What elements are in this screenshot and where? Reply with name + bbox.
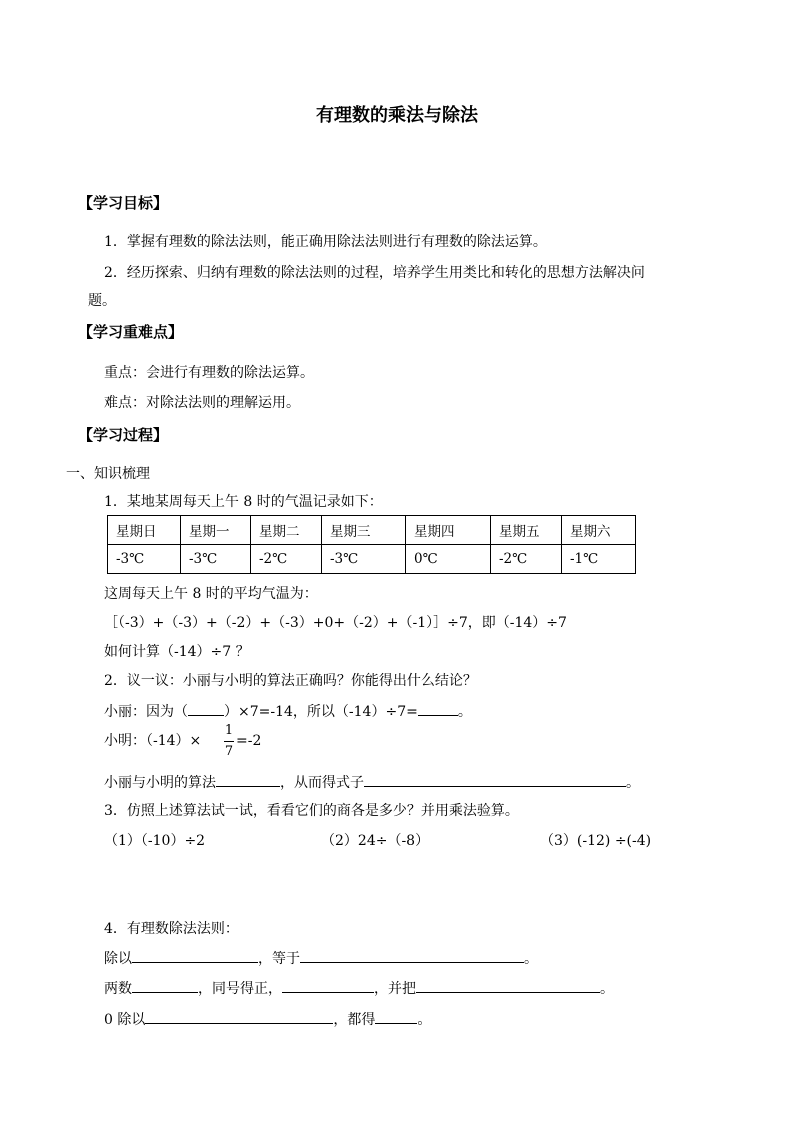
answer-blank[interactable] [375,1009,417,1024]
rule2-text-b: ，同号得正， [198,981,282,997]
part1-heading: 一、知识梳理 [66,466,150,482]
conclusion-text-b: ，从而得式子 [280,775,364,791]
goal-item-2-line2: 题。 [88,293,116,309]
difficult-point: 难点：对除法法则的理解运用。 [104,395,300,411]
goal-item-1: 1．掌握有理数的除法法则，能正确用除法法则进行有理数的除法运算。 [104,234,547,250]
table-cell: -3℃ [108,545,181,574]
table-cell: -3℃ [181,545,251,574]
rule2-text-a: 两数 [104,981,132,997]
rule2-text-c: ，并把 [374,981,416,997]
goal-item-2-line1: 2．经历探索、归纳有理数的除法法则的过程，培养学生用类比和转化的思想方法解决问 [104,265,645,281]
average-intro: 这周每天上午 8 时的平均气温为： [104,586,318,602]
question-1-intro: 1．某地某周每天上午 8 时的气温记录如下： [104,494,383,510]
fraction-bar [224,741,234,742]
table-cell: -3℃ [322,545,406,574]
rule1-text-b: ，等于 [258,951,300,967]
table-header-cell: 星期五 [491,516,562,545]
table-header-cell: 星期三 [322,516,406,545]
xiaoli-text-b: ）×7=-14，所以（-14）÷7= [224,704,418,720]
conclusion-text-c: 。 [626,775,640,791]
xiaoming-text-b: =-2 [236,733,262,749]
conclusion-line [104,772,640,793]
average-formula: ［（-3）+（-3）+（-2）+（-3）+0+（-2）+（-1）］÷7，即（-14）÷7 [104,615,567,631]
answer-blank[interactable] [188,701,224,716]
section-heading-key-points: 【学习重难点】 [78,323,184,341]
key-point: 重点：会进行有理数的除法运算。 [104,365,314,381]
answer-blank[interactable] [145,1009,333,1024]
fraction-one-seventh [224,722,234,761]
table-cell: -1℃ [562,545,636,574]
table-header-cell: 星期二 [251,516,322,545]
table-header-cell: 星期六 [562,516,636,545]
answer-blank[interactable] [216,772,280,787]
rule-line-2 [104,978,614,999]
question-3-part-3: （3）(-12) ÷(-4) [540,833,652,849]
answer-blank[interactable] [132,978,198,993]
answer-blank[interactable] [418,701,458,716]
section-heading-goals: 【学习目标】 [78,194,169,212]
page-title: 有理数的乘法与除法 [316,105,478,126]
fraction-numerator: 1 [224,723,234,738]
answer-blank[interactable] [282,978,374,993]
xiaoming-text-a: 小明：（-14）× [104,733,202,749]
rule-line-1 [104,948,538,969]
table-row [108,545,636,574]
temperature-table [107,515,636,574]
answer-blank[interactable] [364,772,626,787]
table-cell: -2℃ [251,545,322,574]
rule1-text-a: 除以 [104,951,132,967]
rule3-text-a: 0 除以 [104,1012,146,1028]
answer-blank[interactable] [300,948,524,963]
table-cell: 0℃ [406,545,491,574]
rule3-text-c: 。 [417,1012,432,1028]
table-cell: -2℃ [491,545,562,574]
question-3-part-2: （2）24÷（-8） [321,833,430,849]
question-4: 4．有理数除法法则： [104,921,239,937]
how-to-compute: 如何计算（-14）÷7 ？ [104,644,250,660]
question-2: 2．议一议：小丽与小明的算法正确吗？你能得出什么结论？ [104,673,477,689]
answer-blank[interactable] [132,948,258,963]
rule-line-3 [104,1009,431,1030]
xiaoli-text-a: 小丽：因为（ [104,704,188,720]
rule3-text-b: ，都得 [333,1012,376,1028]
xiaoli-line [104,701,472,722]
table-header-cell: 星期四 [406,516,491,545]
table-header-cell: 星期日 [108,516,181,545]
question-3: 3．仿照上述算法试一试，看看它们的商各是多少？并用乘法验算。 [104,803,519,819]
table-header-row [108,516,636,545]
xiaoli-text-c: 。 [457,704,472,720]
conclusion-text-a: 小丽与小明的算法 [104,775,216,791]
question-3-part-1: （1）（-10）÷2 [104,833,206,849]
rule1-text-c: 。 [524,951,538,967]
rule2-text-d: 。 [600,981,614,997]
fraction-denominator: 7 [224,744,234,759]
table-header-cell: 星期一 [181,516,251,545]
answer-blank[interactable] [416,978,600,993]
section-heading-process: 【学习过程】 [78,426,169,444]
